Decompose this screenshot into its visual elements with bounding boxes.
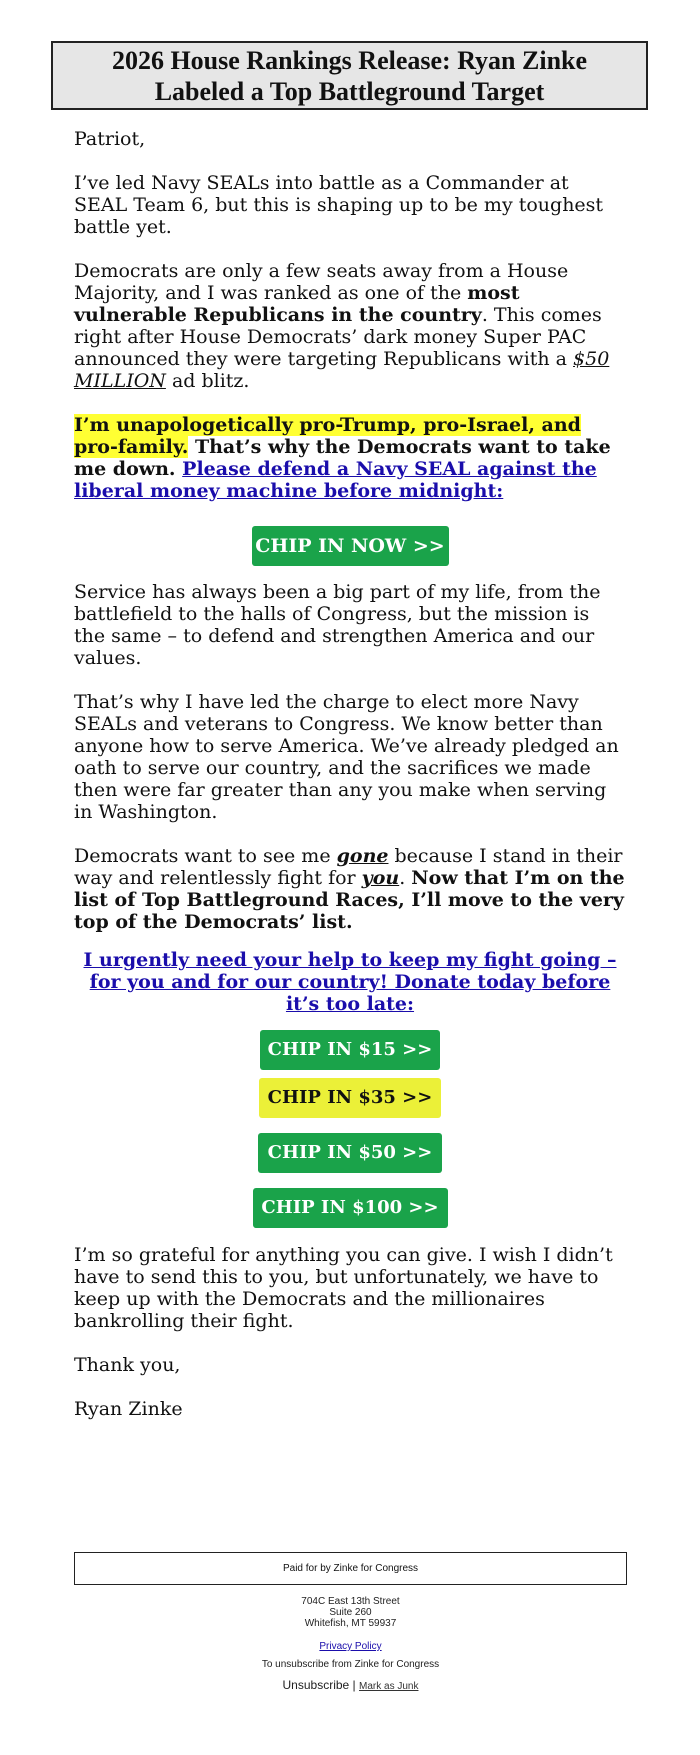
headline-box xyxy=(51,41,648,110)
unsubscribe-link[interactable]: Unsubscribe xyxy=(282,1678,350,1692)
paragraph-gone-text-1: Democrats want to see me xyxy=(74,845,337,867)
highlighted-statement: I’m unapologetically pro-Trump, pro-Israel, and pro-family. xyxy=(74,414,581,458)
unsubscribe-note: To unsubscribe from Zinke for Congress xyxy=(261,1659,440,1670)
urgent-paragraph xyxy=(74,949,626,1015)
gone-emphasis: gone xyxy=(336,845,389,867)
privacy-policy-link[interactable]: Privacy Policy xyxy=(319,1641,382,1652)
chip-in-35-button[interactable]: CHIP IN $35 >> xyxy=(259,1078,441,1118)
paragraph-vulnerable xyxy=(74,260,626,392)
signoff: Thank you, xyxy=(74,1354,181,1376)
paragraph-vulnerable-text-2: . This comes right after House Democrats’ dark money Super PAC announced they were targeting Republicans with a xyxy=(74,304,602,370)
you-emphasis: you xyxy=(361,867,400,889)
paid-for-box xyxy=(74,1552,627,1585)
paragraph-gone-text-3: . xyxy=(399,867,412,889)
urgent-donate-link[interactable]: I urgently need your help to keep my fight going – for you and for our country! Donate today before it’s too late: xyxy=(83,949,617,1015)
headline-line-1: 2026 House Rankings Release: Ryan Zinke xyxy=(111,45,588,75)
unsubscribe-row xyxy=(74,1678,627,1694)
paragraph-service: Service has always been a big part of my life, from the battlefield to the halls of Congress, but the mission is the same – to defend and strengthen America and our values. xyxy=(74,581,601,669)
paragraph-pro-trump xyxy=(74,414,626,502)
paragraph-pro-trump-bold: That’s why the Democrats want to take me down. xyxy=(74,436,611,480)
chip-in-now-button[interactable]: CHIP IN NOW >> xyxy=(252,526,449,566)
greeting: Patriot, xyxy=(74,128,146,150)
defend-navy-seal-link[interactable]: Please defend a Navy SEAL against the liberal money machine before midnight: xyxy=(74,458,597,502)
privacy-row xyxy=(74,1641,627,1653)
paragraph-seal-team: I’ve led Navy SEALs into battle as a Commander at SEAL Team 6, but this is shaping up to be my toughest battle yet. xyxy=(74,172,604,238)
paid-for-text: Paid for by Zinke for Congress xyxy=(282,1563,419,1574)
paragraph-gone-bold: Now that I’m on the list of Top Battleground Races, I’ll move to the very top of the Democrats’ list. xyxy=(74,867,625,933)
address-line-2: Suite 260 xyxy=(329,1607,372,1618)
mark-as-junk-link[interactable]: Mark as Junk xyxy=(359,1681,419,1692)
headline xyxy=(112,45,587,107)
fifty-million-amount: $50 MILLION xyxy=(74,348,610,392)
paragraph-grateful: I’m so grateful for anything you can give. I wish I didn’t have to send this to you, but unfortunately, we have to keep up with the Democrats and the millionaires bankrolling their fight. xyxy=(74,1244,613,1332)
address-line-1: 704C East 13th Street xyxy=(301,1596,400,1607)
paragraph-vulnerable-text-1: Democrats are only a few seats away from a House Majority, and I was ranked as one of the xyxy=(74,260,569,304)
paragraph-navy-seals: That’s why I have led the charge to elect more Navy SEALs and veterans to Congress. We know better than anyone how to serve America. We’ve already pledged an oath to serve our country, and the sacrifices we made then were far greater than any you make when serving in Washington. xyxy=(74,691,619,823)
signature: Ryan Zinke xyxy=(74,1398,183,1420)
chip-in-50-button[interactable]: CHIP IN $50 >> xyxy=(258,1133,442,1173)
mailing-address xyxy=(74,1596,627,1629)
headline-line-2: Labeled a Top Battleground Target xyxy=(154,76,545,106)
paragraph-gone-text-2: because I stand in their way and relentlessly fight for xyxy=(74,845,623,889)
chip-in-100-button[interactable]: CHIP IN $100 >> xyxy=(253,1188,448,1228)
paragraph-gone xyxy=(74,845,626,933)
paragraph-vulnerable-text-3: ad blitz. xyxy=(165,370,250,392)
chip-in-15-button[interactable]: CHIP IN $15 >> xyxy=(260,1030,440,1070)
unsubscribe-separator: | xyxy=(349,1678,360,1692)
paragraph-vulnerable-bold: most vulnerable Republicans in the country xyxy=(74,282,520,326)
address-line-3: Whitefish, MT 59937 xyxy=(304,1618,397,1629)
email-body xyxy=(74,128,626,1420)
